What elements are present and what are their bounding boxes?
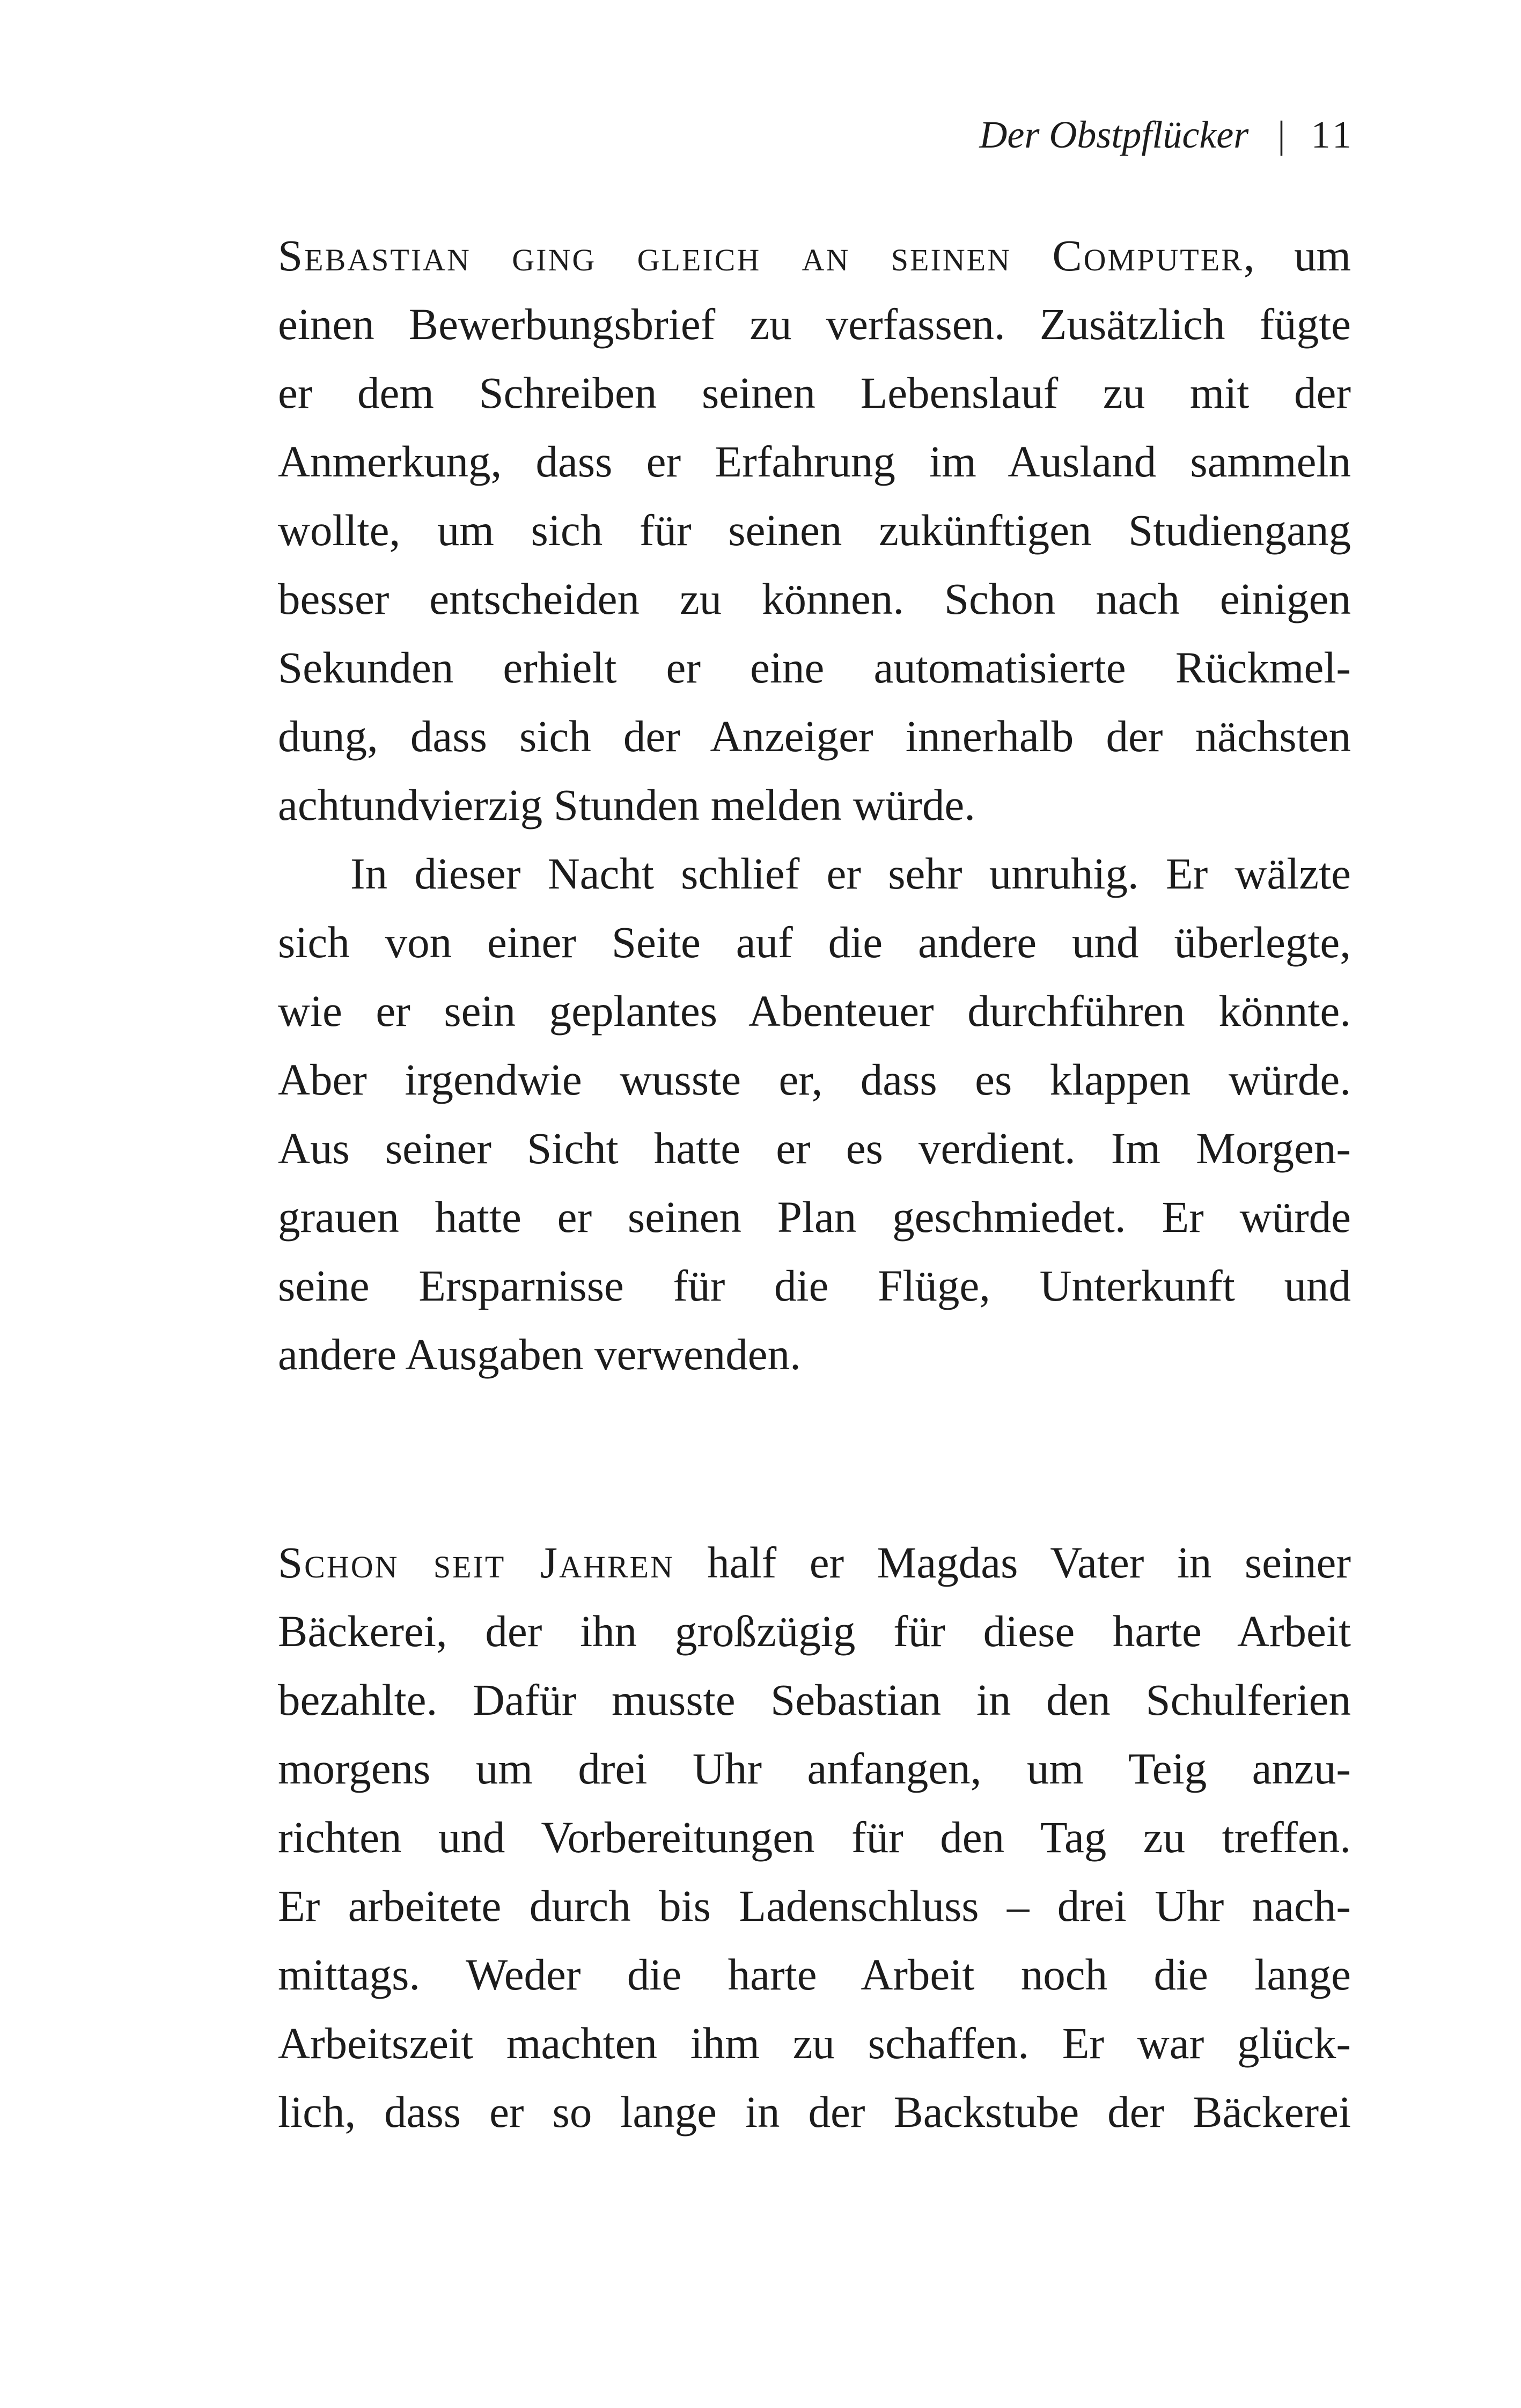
opening-small-caps: Sebastian ging gleich an seinen Computer xyxy=(278,231,1244,280)
text-line: lich, dass er so lange in der Backstube der Bäckerei xyxy=(278,2087,1351,2137)
text-line: Anmerkung, dass er Erfahrung im Ausland sammeln xyxy=(278,437,1351,486)
text-line: mittags. Weder die harte Arbeit noch die lange xyxy=(278,1950,1351,1999)
section-2 xyxy=(278,1528,1351,2146)
text-line: morgens um drei Uhr anfangen, um Teig anzu- xyxy=(278,1744,1351,1793)
text-line: Schon seit Jahren half er Magdas Vater in seiner xyxy=(278,1538,1351,1587)
page-number: 11 xyxy=(1311,113,1355,156)
text-line: er dem Schreiben seinen Lebenslauf zu mit der xyxy=(278,368,1351,417)
text-line: Er arbeitete durch bis Ladenschluss – drei Uhr nach- xyxy=(278,1881,1351,1930)
text-line: seine Ersparnisse für die Flüge, Unterkunft und xyxy=(278,1261,1351,1310)
text-line: grauen hatte er seinen Plan geschmiedet. Er würde xyxy=(278,1192,1351,1242)
text-line: Arbeitszeit machten ihm zu schaffen. Er war glück- xyxy=(278,2018,1351,2068)
running-head-title: Der Obstpflücker xyxy=(979,113,1249,156)
section-1 xyxy=(278,221,1351,1389)
text-line: wollte, um sich für seinen zukünftigen Studiengang xyxy=(278,505,1351,555)
text-line: Aber irgendwie wusste er, dass es klappen würde. xyxy=(278,1055,1351,1104)
text-line: Sekunden erhielt er eine automatisierte Rückmel- xyxy=(278,643,1351,692)
text-line: Sebastian ging gleich an seinen Computer, um xyxy=(278,231,1351,280)
text-line: einen Bewerbungsbrief zu verfassen. Zusätzlich fügte xyxy=(278,299,1351,349)
text-line: wie er sein geplantes Abenteuer durchführen könnte. xyxy=(278,986,1351,1036)
running-head xyxy=(979,115,1355,154)
text-line: bezahlte. Dafür musste Sebastian in den Schulferien xyxy=(278,1675,1351,1724)
text-line: In dieser Nacht schlief er sehr unruhig. Er wälzte xyxy=(350,849,1351,898)
running-head-separator: | xyxy=(1277,113,1285,156)
text-line: Bäckerei, der ihn großzügig für diese harte Arbeit xyxy=(278,1606,1351,1656)
text-line: besser entscheiden zu können. Schon nach einigen xyxy=(278,574,1351,623)
text-line: sich von einer Seite auf die andere und überlegte, xyxy=(278,917,1351,967)
text-line: Aus seiner Sicht hatte er es verdient. Im Morgen- xyxy=(278,1124,1351,1173)
opening-small-caps: Schon seit Jahren xyxy=(278,1538,674,1587)
text-line: dung, dass sich der Anzeiger innerhalb der nächsten xyxy=(278,711,1351,761)
text-line: achtundvierzig Stunden melden würde. xyxy=(278,780,975,829)
text-line: richten und Vorbereitungen für den Tag zu treffen. xyxy=(278,1812,1351,1862)
text-line: andere Ausgaben verwenden. xyxy=(278,1330,801,1379)
